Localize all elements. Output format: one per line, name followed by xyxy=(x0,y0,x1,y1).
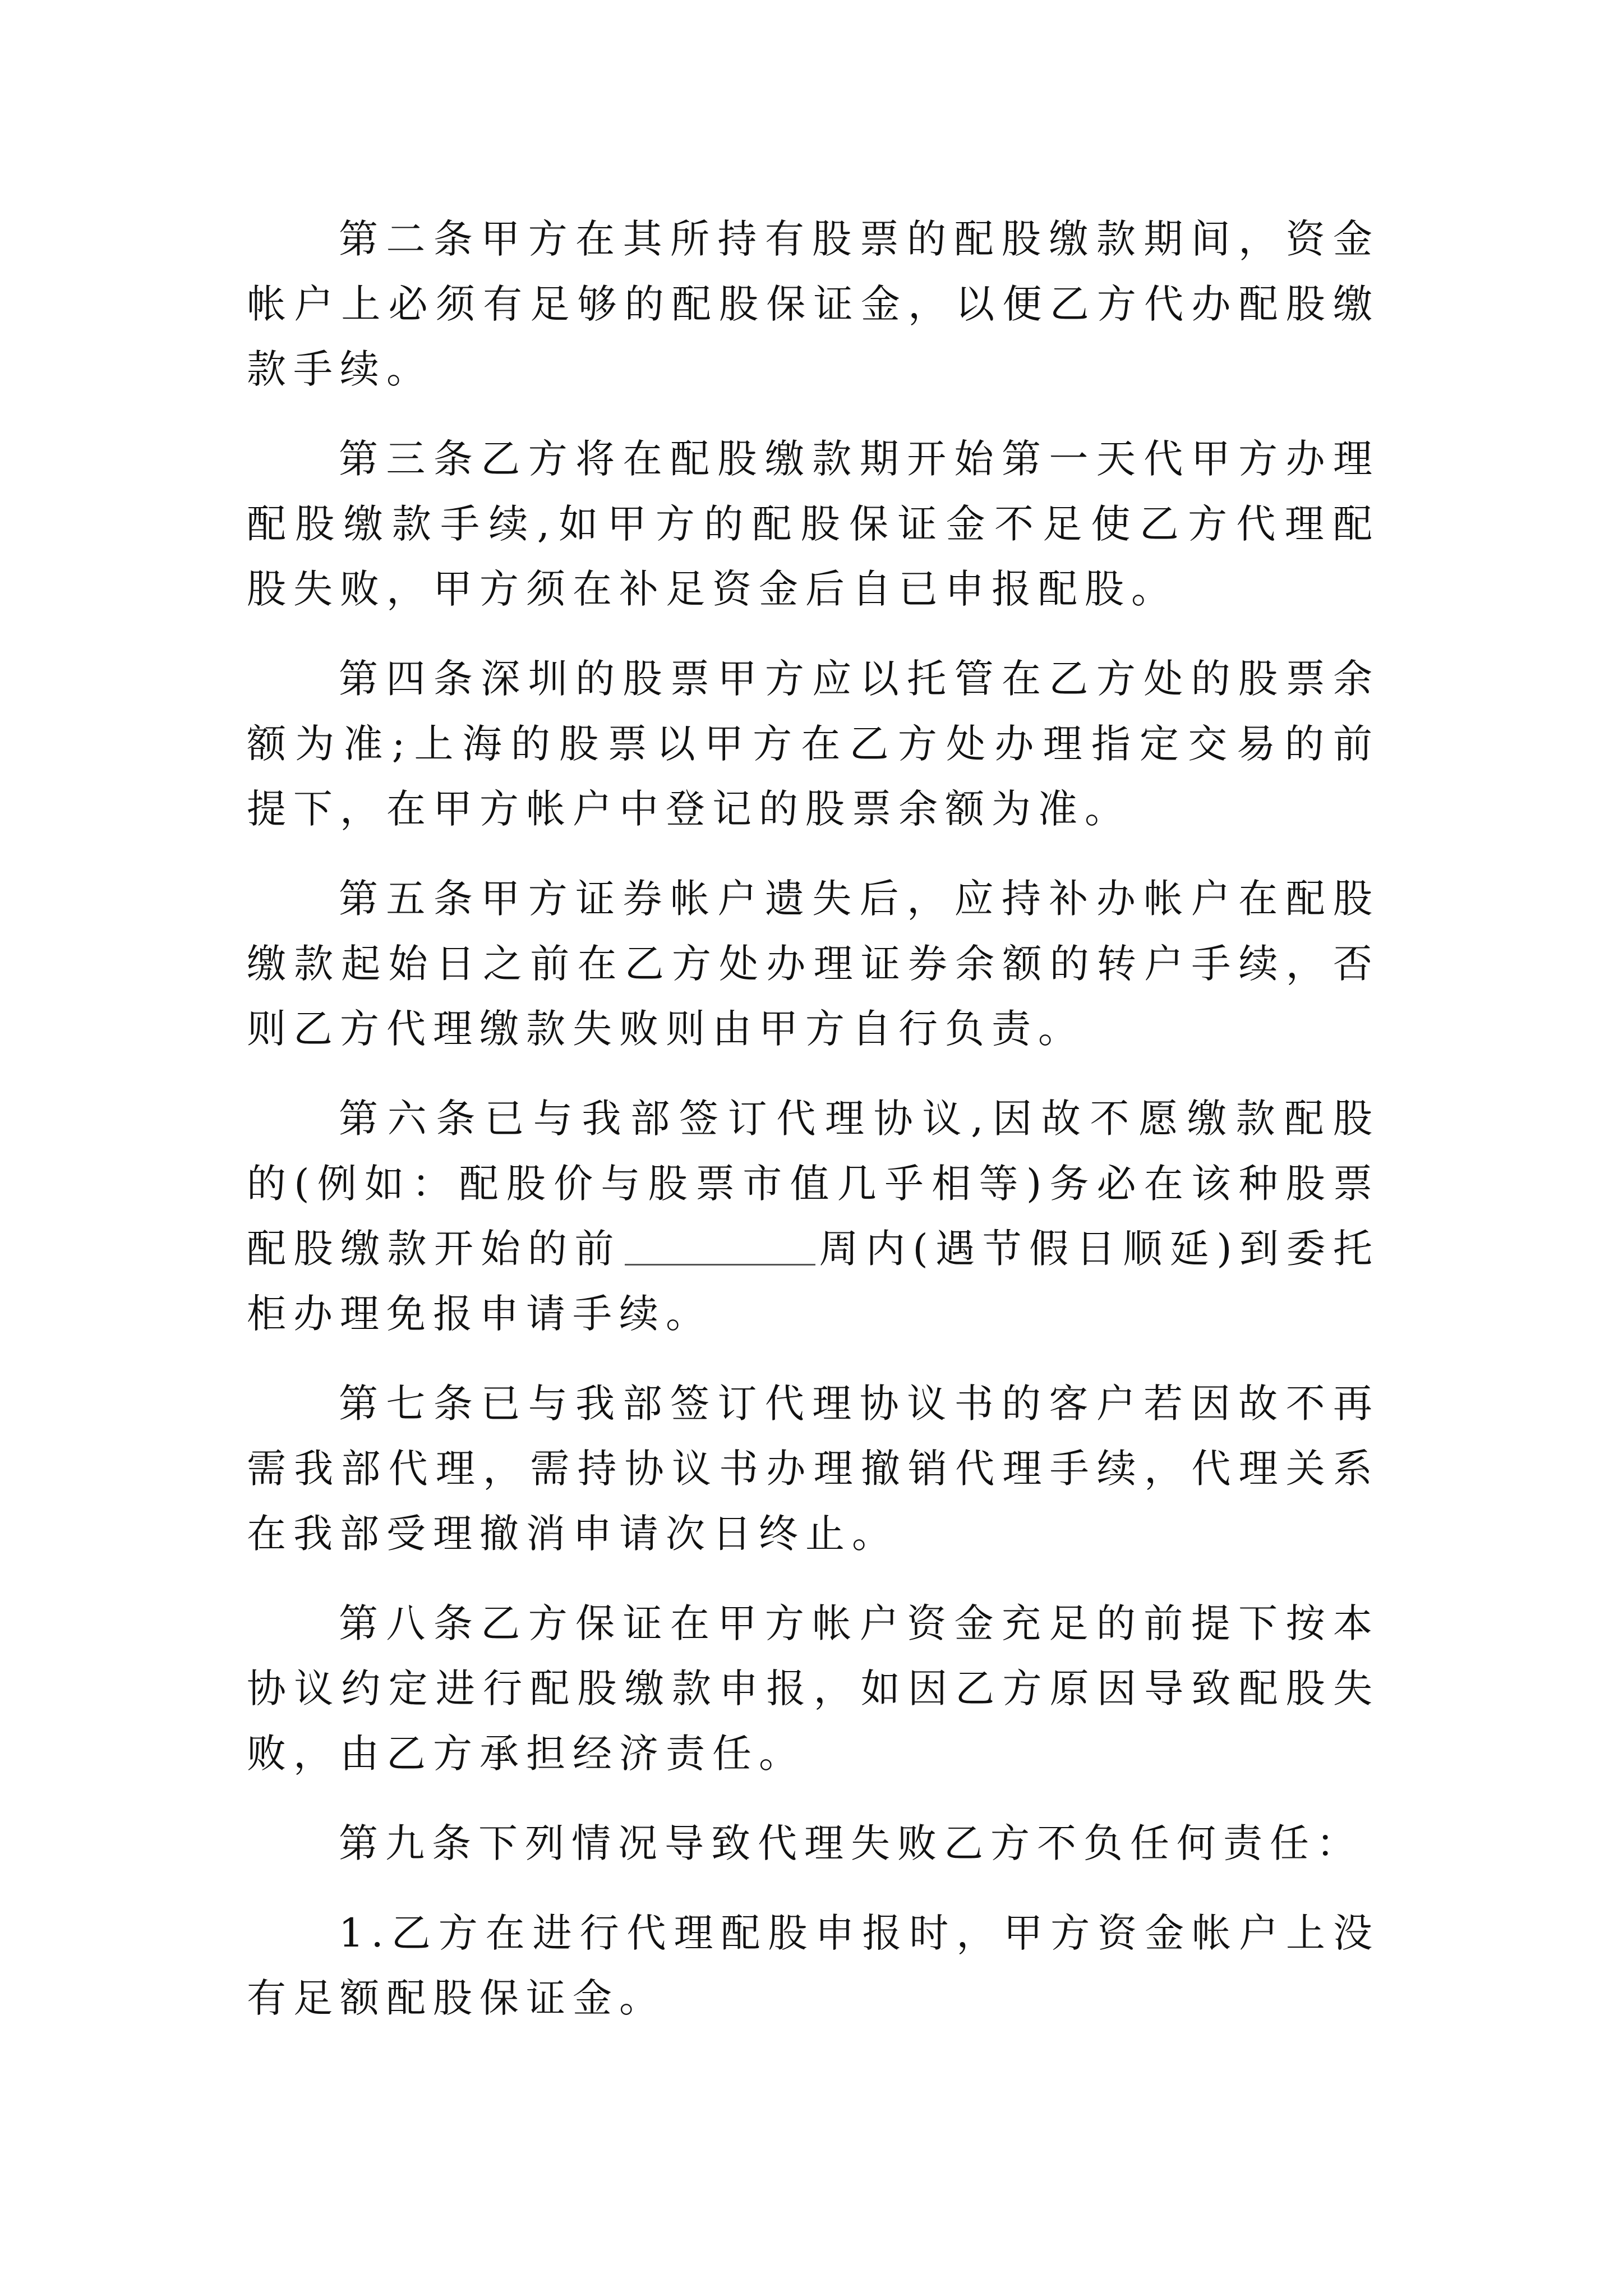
article-5: 第五条甲方证券帐户遗失后，应持补办帐户在配股缴款起始日之前在乙方处办理证券余额的转户手续，否则乙方代理缴款失败则由甲方自行负责。 xyxy=(247,876,1380,1052)
article-9-item-1: 1.乙方在进行代理配股申报时，甲方资金帐户上没有足额配股保证金。 xyxy=(247,1910,1380,2021)
article-6-text-after-blank: 周内(遇节假日顺延)到委托柜办理免报申请手续。 xyxy=(247,1226,1380,1337)
article-7: 第七条已与我部签订代理协议书的客户若因故不再需我部代理，需持协议书办理撤销代理手续，代理关系在我部受理撤消申请次日终止。 xyxy=(247,1381,1380,1557)
fill-in-blank-line xyxy=(625,1225,815,1266)
article-2: 第二条甲方在其所持有股票的配股缴款期间，资金帐户上必须有足够的配股保证金，以便乙方代办配股缴款手续。 xyxy=(247,216,1380,392)
article-6-text-before-blank: 第六条已与我部签订代理协议,因故不愿缴款配股的(例如：配股价与股票市值几乎相等)务必在该种股票配股缴款开始的前 xyxy=(247,1096,1380,1272)
article-3: 第三条乙方将在配股缴款期开始第一天代甲方办理配股缴款手续,如甲方的配股保证金不足使乙方代理配股失败，甲方须在补足资金后自已申报配股。 xyxy=(247,436,1380,612)
document-body xyxy=(247,206,1380,2055)
article-4: 第四条深圳的股票甲方应以托管在乙方处的股票余额为准;上海的股票以甲方在乙方处办理指定交易的前提下，在甲方帐户中登记的股票余额为准。 xyxy=(247,656,1380,832)
article-6 xyxy=(247,1086,1380,1346)
article-9: 第九条下列情况导致代理失败乙方不负任何责任： xyxy=(339,1820,1363,1866)
article-8: 第八条乙方保证在甲方帐户资金充足的前提下按本协议约定进行配股缴款申报，如因乙方原因导致配股失败，由乙方承担经济责任。 xyxy=(247,1600,1380,1777)
